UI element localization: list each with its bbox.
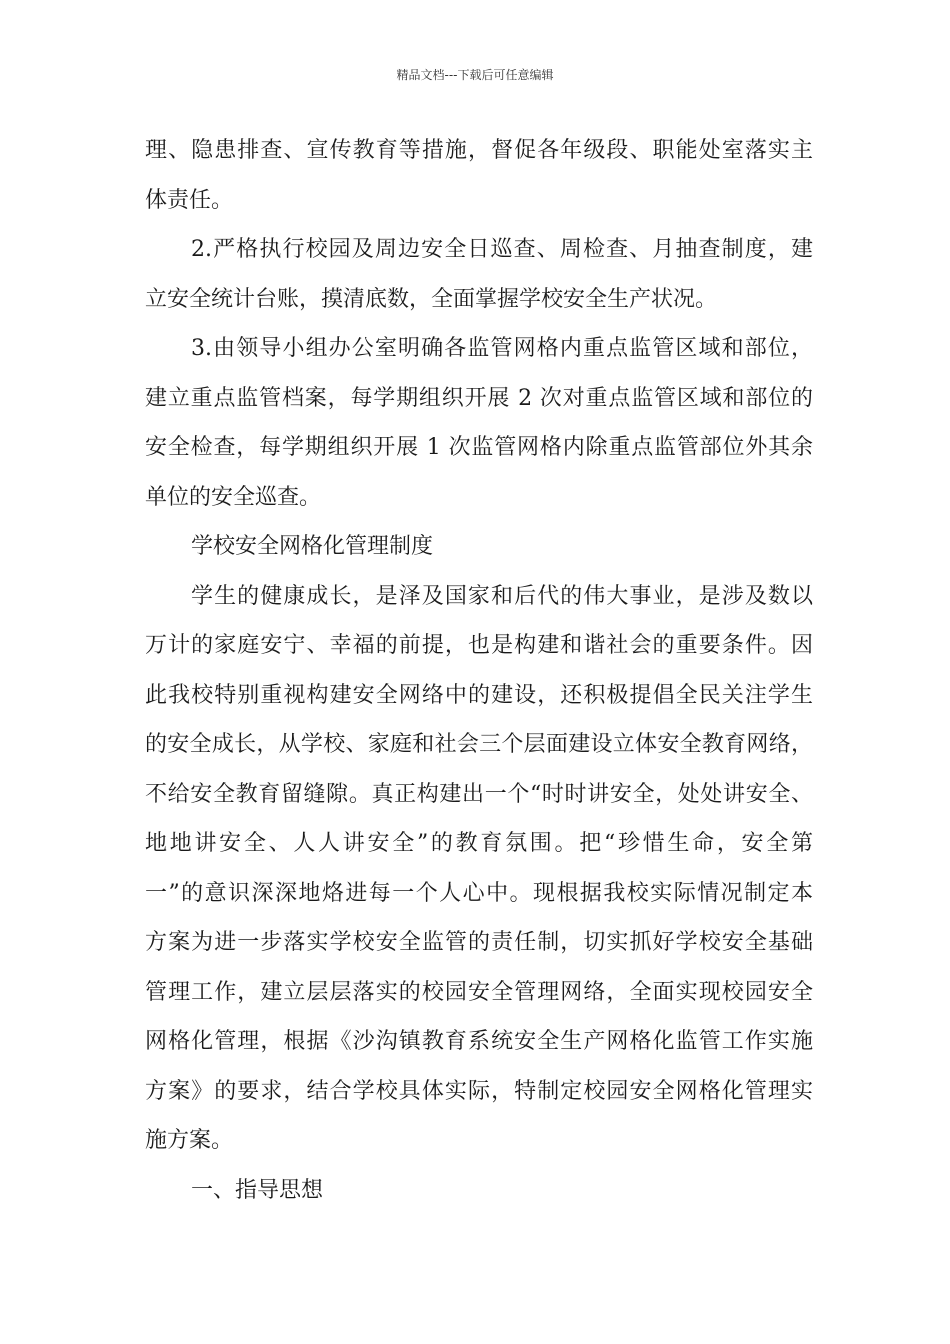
- paragraph-3: [145, 324, 813, 522]
- text-line: 2.严格执行校园及周边安全日巡查、周检查、月抽查制度，建: [191, 237, 813, 262]
- text-line: 万计的家庭安宁、幸福的前提，也是构建和谐社会的重要条件。因: [145, 633, 813, 658]
- text-line: 不给安全教育留缝隙。真正构建出一个“时时讲安全，处处讲安全、: [145, 781, 813, 807]
- paragraph-1: [145, 126, 813, 225]
- text-line: 方案为进一步落实学校安全监管的责任制，切实抓好学校安全基础: [145, 930, 813, 955]
- document-body: [145, 126, 813, 1215]
- section-heading: 一、指导思想: [191, 1177, 324, 1203]
- text-line: 立安全统计台账，摸清底数，全面掌握学校安全生产状况。: [145, 286, 718, 312]
- text-line: 此我校特别重视构建安全网络中的建设，还积极提倡全民关注学生: [145, 682, 813, 708]
- section-title: [145, 522, 813, 572]
- text-line: 单位的安全巡查。: [145, 484, 322, 510]
- text-line: 学生的健康成长，是泽及国家和后代的伟大事业，是涉及数以: [191, 583, 813, 609]
- section-heading: 学校安全网格化管理制度: [191, 534, 434, 559]
- text-line: 地地讲安全、人人讲安全”的教育氛围。把“珍惜生命，安全第: [145, 831, 813, 856]
- text-line: 方案》的要求，结合学校具体实际，特制定校园安全网格化管理实: [145, 1078, 813, 1104]
- heading-guiding-ideology: [145, 1166, 813, 1216]
- paragraph-2: [145, 225, 813, 324]
- text-line: 安全检查，每学期组织开展 1 次监管网格内除重点监管部位外其余: [145, 435, 813, 460]
- text-line: 3.由领导小组办公室明确各监管网格内重点监管区域和部位，: [191, 336, 813, 361]
- text-line: 的安全成长，从学校、家庭和社会三个层面建设立体安全教育网络，: [145, 732, 813, 757]
- text-line: 施方案。: [145, 1128, 234, 1153]
- text-line: 网格化管理，根据《沙沟镇教育系统安全生产网格化监管工作实施: [145, 1029, 813, 1054]
- text-line: 理、隐患排查、宣传教育等措施，督促各年级段、职能处室落实主: [145, 138, 813, 163]
- page-header: 精品文档---下载后可任意编辑: [396, 68, 554, 82]
- text-line: 管理工作，建立层层落实的校园安全管理网络，全面实现校园安全: [145, 979, 813, 1005]
- text-line: 建立重点监管档案，每学期组织开展 2 次对重点监管区域和部位的: [145, 385, 813, 411]
- text-line: 一”的意识深深地烙进每一个人心中。现根据我校实际情况制定本: [145, 880, 813, 906]
- paragraph-4: [145, 572, 813, 1166]
- text-line: 体责任。: [145, 187, 234, 213]
